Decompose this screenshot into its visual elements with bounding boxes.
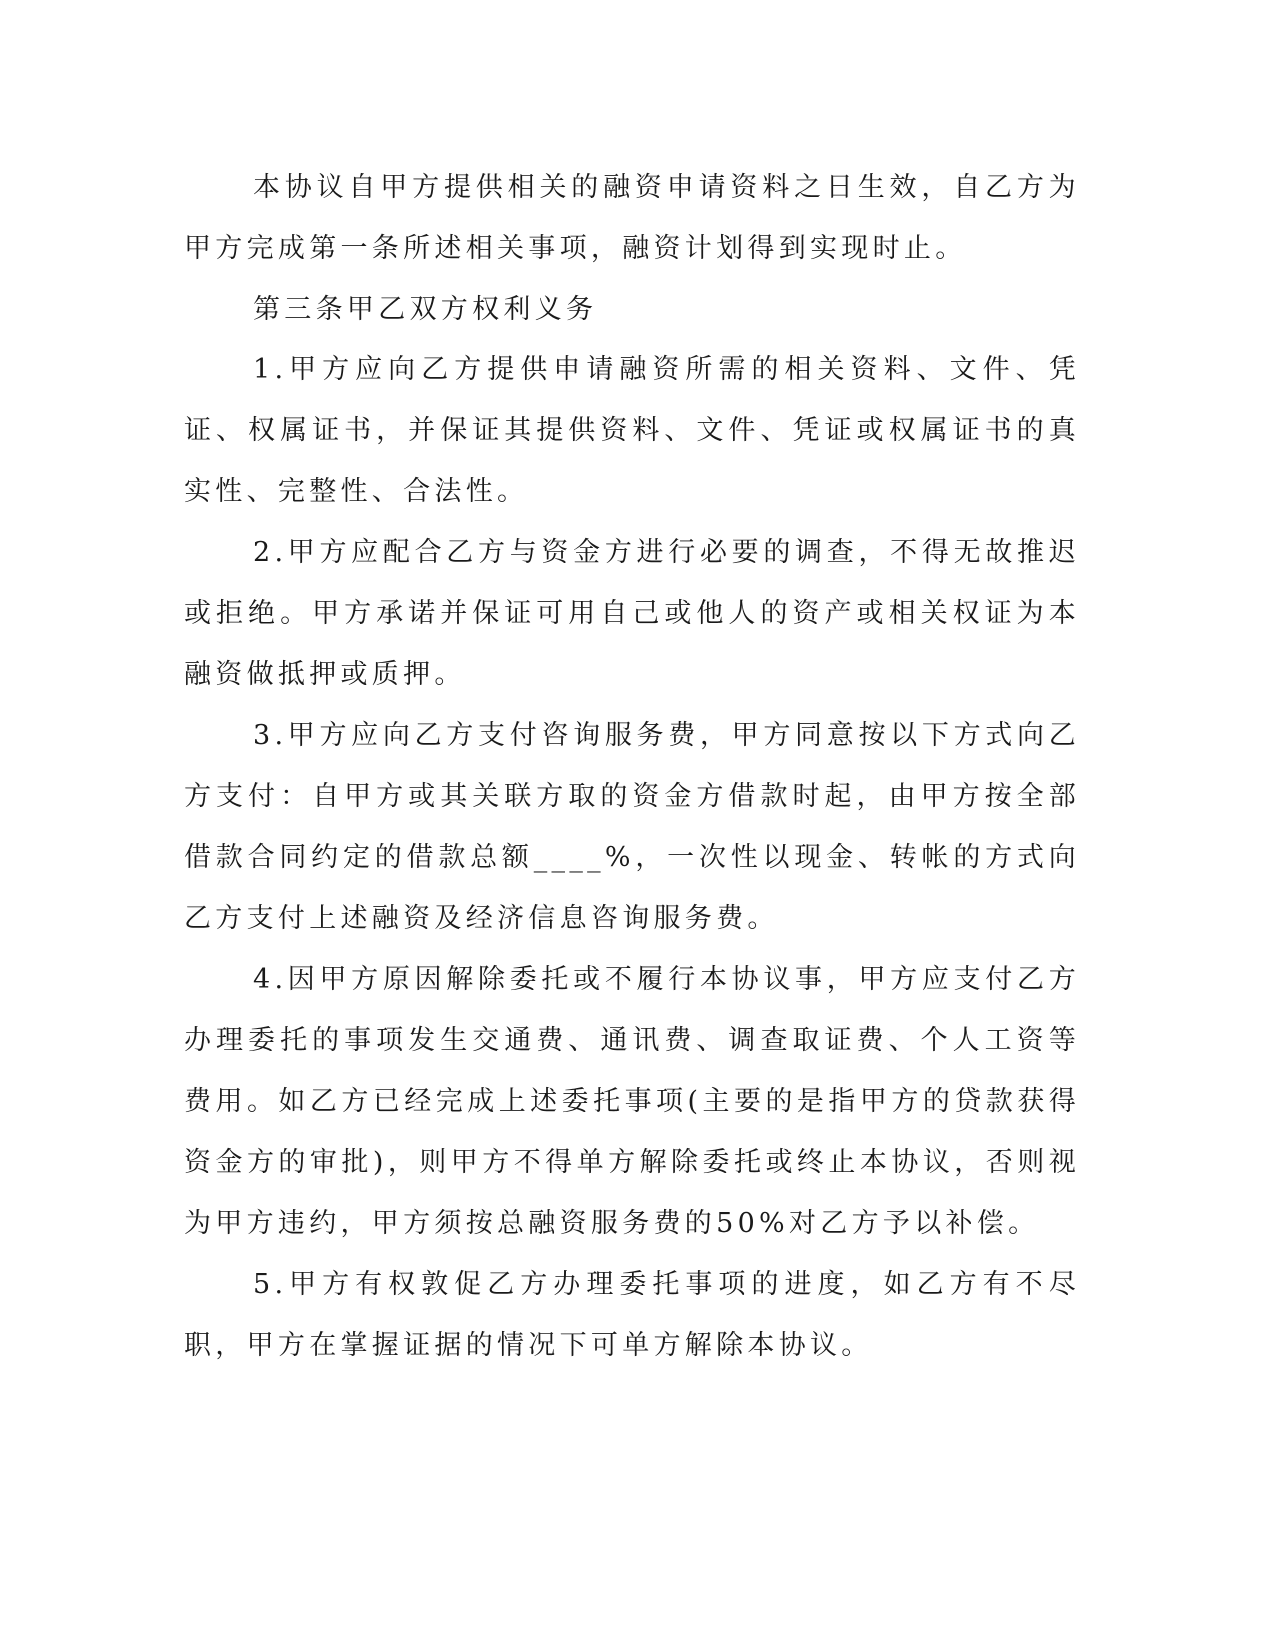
paragraph-clause-1: 1.甲方应向乙方提供申请融资所需的相关资料、文件、凭证、权属证书，并保证其提供资料、文件、凭证或权属证书的真实性、完整性、合法性。 bbox=[184, 354, 1080, 507]
paragraph-clause-4: 4.因甲方原因解除委托或不履行本协议事，甲方应支付乙方办理委托的事项发生交通费、通讯费、调查取证费、个人工资等费用。如乙方已经完成上述委托事项(主要的是指甲方的贷款获得资金方的审批)，则甲方不得单方解除委托或终止本协议，否则视为甲方违约，甲方须按总融资服务费的50%对乙方予以补偿。 bbox=[184, 964, 1080, 1239]
section-heading-article-3: 第三条甲乙双方权利义务 bbox=[253, 294, 598, 325]
paragraph-clause-5: 5.甲方有权敦促乙方办理委托事项的进度，如乙方有不尽职，甲方在掌握证据的情况下可单方解除本协议。 bbox=[184, 1269, 1080, 1361]
document-body bbox=[184, 157, 1080, 1376]
paragraph-clause-2: 2.甲方应配合乙方与资金方进行必要的调查，不得无故推迟或拒绝。甲方承诺并保证可用自己或他人的资产或相关权证为本融资做抵押或质押。 bbox=[184, 537, 1080, 690]
paragraph-term-effective: 本协议自甲方提供相关的融资申请资料之日生效，自乙方为甲方完成第一条所述相关事项，融资计划得到实现时止。 bbox=[184, 172, 1080, 264]
paragraph-clause-3: 3.甲方应向乙方支付咨询服务费，甲方同意按以下方式向乙方支付：自甲方或其关联方取的资金方借款时起，由甲方按全部借款合同约定的借款总额____%，一次性以现金、转帐的方式向乙方支付上述融资及经济信息咨询服务费。 bbox=[184, 720, 1080, 934]
